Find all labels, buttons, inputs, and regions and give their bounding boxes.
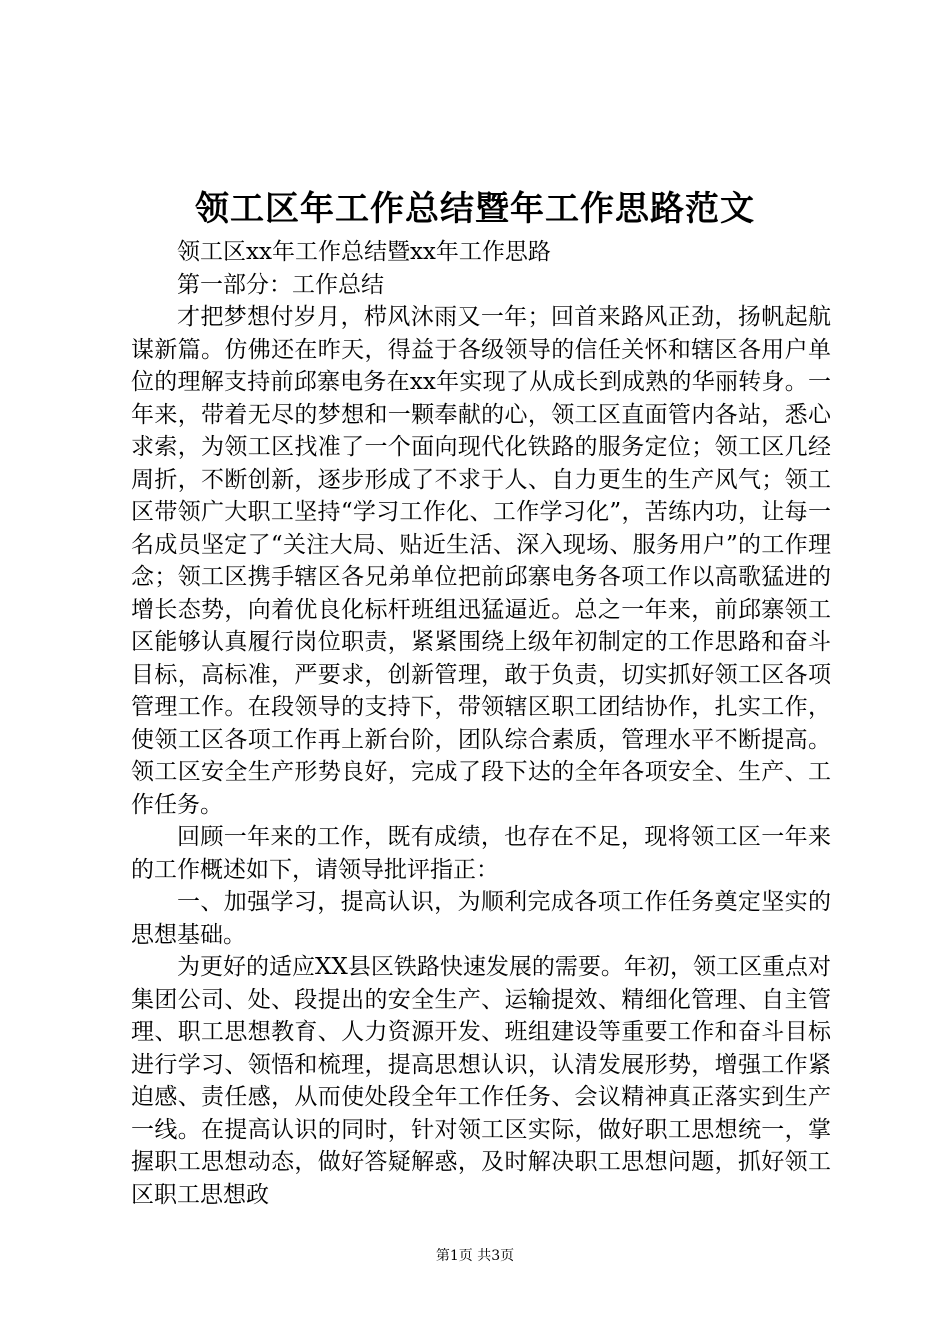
document-body: [131, 236, 831, 1211]
body-paragraph: 回顾一年来的工作，既有成绩，也存在不足，现将领工区一年来的工作概述如下，请领导批评指正：: [131, 824, 831, 883]
document-title: 领工区年工作总结暨年工作思路范文: [195, 189, 755, 229]
subtitle-paragraph: 领工区xx年工作总结暨xx年工作思路: [177, 239, 551, 265]
body-paragraph: 才把梦想付岁月，栉风沐雨又一年；回首来路风正劲，扬帆起航谋新篇。仿佛还在昨天，得益于各级领导的信任关怀和辖区各用户单位的理解支持前邱寨电务在xx年实现了从成长到成熟的华丽转身。一年来，带着无尽的梦想和一颗奉献的心，领工区直面管内各站，悉心求索，为领工区找准了一个面向现代化铁路的服务定位；领工区几经周折，不断创新，逐步形成了不求于人、自力更生的生产风气；领工区带领广大职工坚持“学习工作化、工作学习化”，苦练内功，让每一名成员坚定了“关注大局、贴近生活、深入现场、服务用户”的工作理念；领工区携手辖区各兄弟单位把前邱寨电务各项工作以高歌猛进的增长态势，向着优良化标杆班组迅猛逼近。总之一年来，前邱寨领工区能够认真履行岗位职责，紧紧围绕上级年初制定的工作思路和奋斗目标，高标准，严要求，创新管理，敢于负责，切实抓好领工区各项管理工作。在段领导的支持下，带领辖区职工团结协作，扎实工作，使领工区各项工作再上新台阶，团队综合素质，管理水平不断提高。领工区安全生产形势良好，完成了段下达的全年各项安全、生产、工作任务。: [131, 304, 831, 818]
body-paragraph: 为更好的适应XX县区铁路快速发展的需要。年初，领工区重点对集团公司、处、段提出的安全生产、运输提效、精细化管理、自主管理、职工思想教育、人力资源开发、班组建设等重要工作和奋斗目标进行学习、领悟和梳理，提高思想认识，认清发展形势，增强工作紧迫感、责任感，从而使处段全年工作任务、会议精神真正落实到生产一线。在提高认识的同时，针对领工区实际，做好职工思想统一，掌握职工思想动态，做好答疑解惑，及时解决职工思想问题，抓好领工区职工思想政: [131, 954, 831, 1208]
section-heading: 第一部分：工作总结: [177, 271, 384, 298]
page-footer: 第1页 共3页: [435, 1248, 515, 1264]
numbered-heading: 一、加强学习，提高认识，为顺利完成各项工作任务奠定坚实的思想基础。: [131, 889, 831, 948]
